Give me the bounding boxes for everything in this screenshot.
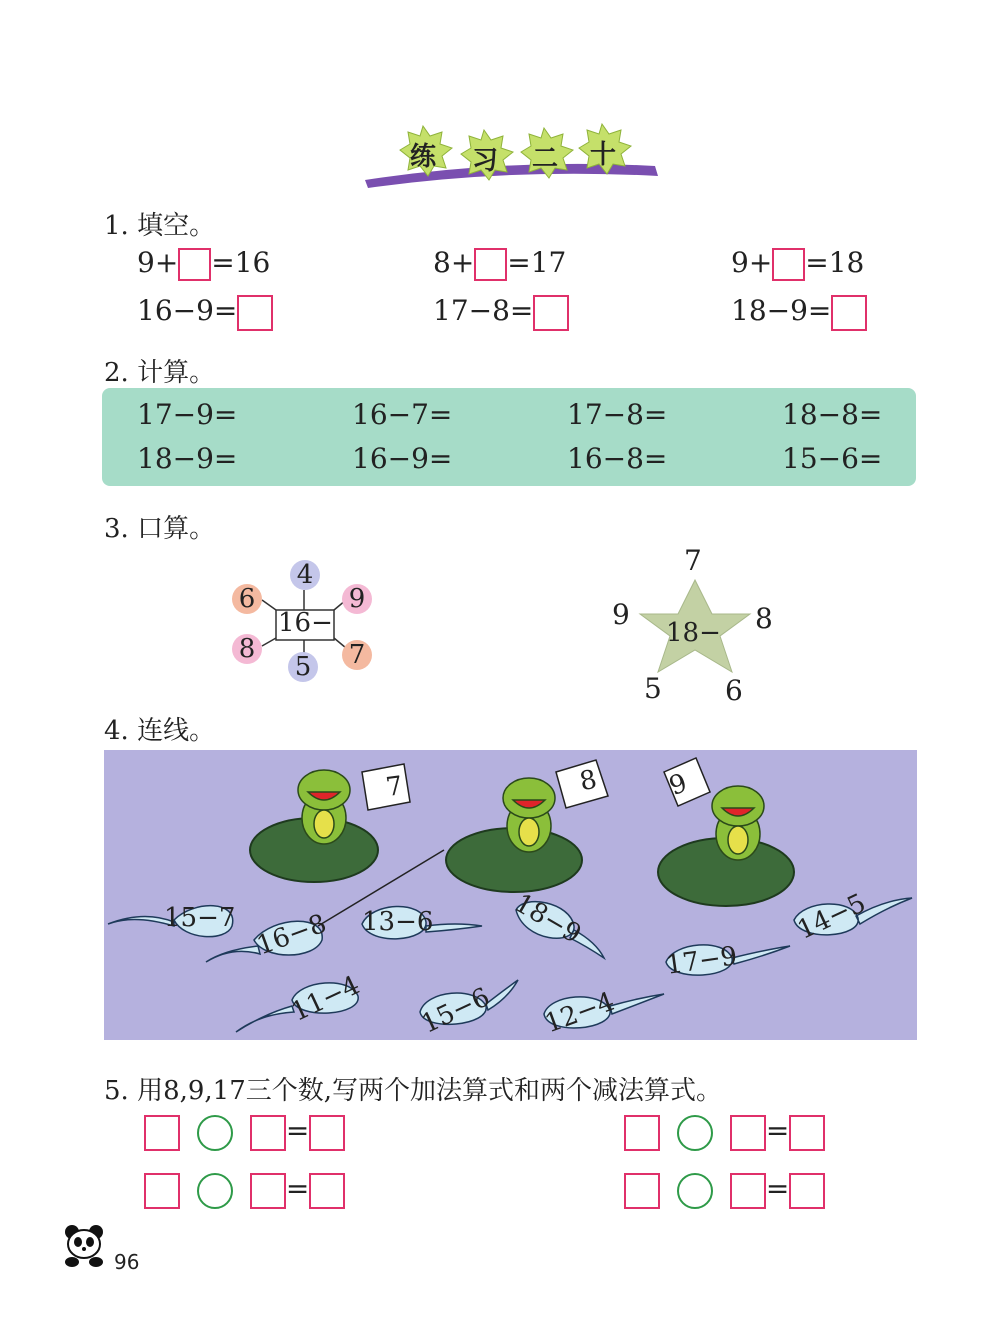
title-char-2: 习 xyxy=(472,146,499,176)
q1-eq-5-text: 17−8= xyxy=(433,294,534,327)
tadpole-1[interactable]: 15−7 xyxy=(164,903,236,933)
flower-bottom-left: 8 xyxy=(232,634,262,664)
calc-item: 17−9= xyxy=(137,398,238,431)
flower-diagram xyxy=(228,558,378,688)
tadpole-4[interactable]: 18−9 xyxy=(509,888,587,950)
frog-card-3: 9 xyxy=(665,768,692,802)
page-number: 96 xyxy=(114,1250,140,1274)
tadpole-6[interactable]: 17−9 xyxy=(664,941,740,981)
operator-circle[interactable] xyxy=(677,1173,713,1209)
q1-eq-4 xyxy=(137,294,273,331)
q1-eq-3 xyxy=(731,246,864,281)
answer-box[interactable] xyxy=(237,295,273,331)
flower-top-left: 6 xyxy=(232,584,262,614)
answer-box[interactable] xyxy=(178,248,211,281)
answer-box[interactable] xyxy=(772,248,805,281)
star-diagram xyxy=(600,540,790,710)
q5-eq-4 xyxy=(624,1172,825,1209)
calc-item: 18−9= xyxy=(137,442,238,475)
star-bottom-right: 6 xyxy=(725,674,743,707)
calc-item: 17−8= xyxy=(567,398,668,431)
answer-box[interactable] xyxy=(309,1115,345,1151)
answer-box[interactable] xyxy=(624,1173,660,1209)
q1-label: 1. 填空。 xyxy=(104,211,216,241)
q1-eq-3-left: 9+ xyxy=(731,246,773,279)
tadpole-5[interactable]: 14−5 xyxy=(793,888,871,946)
q1-eq-1-right: =16 xyxy=(211,246,271,279)
answer-box[interactable] xyxy=(309,1173,345,1209)
q1-eq-5 xyxy=(433,294,569,331)
q1-eq-1-left: 9+ xyxy=(137,246,179,279)
calc-item: 16−9= xyxy=(352,442,453,475)
q1-eq-2 xyxy=(433,246,566,281)
calc-item: 16−7= xyxy=(352,398,453,431)
answer-box[interactable] xyxy=(730,1173,766,1209)
flower-bottom-right: 7 xyxy=(342,640,372,670)
answer-box[interactable] xyxy=(250,1173,286,1209)
operator-circle[interactable] xyxy=(197,1173,233,1209)
star-center: 18− xyxy=(666,618,721,648)
calc-item: 15−6= xyxy=(782,442,883,475)
star-bottom-left: 5 xyxy=(644,672,662,705)
q2-label: 2. 计算。 xyxy=(104,358,216,388)
tadpole-3[interactable]: 13−6 xyxy=(362,907,434,937)
q3-label: 3. 口算。 xyxy=(104,514,216,544)
answer-box[interactable] xyxy=(624,1115,660,1151)
frog-card-1: 7 xyxy=(383,770,405,804)
answer-box[interactable] xyxy=(144,1173,180,1209)
calc-item: 18−8= xyxy=(782,398,883,431)
q5-label: 5. 用8,9,17三个数,写两个加法算式和两个减法算式。 xyxy=(104,1076,723,1106)
q1-eq-6-text: 18−9= xyxy=(731,294,832,327)
answer-box[interactable] xyxy=(250,1115,286,1151)
section-title xyxy=(360,118,660,198)
q1-eq-6 xyxy=(731,294,867,331)
q1-eq-3-right: =18 xyxy=(805,246,865,279)
answer-box[interactable] xyxy=(533,295,569,331)
operator-circle[interactable] xyxy=(197,1115,233,1151)
flower-bottom: 5 xyxy=(288,652,318,682)
title-char-4: 十 xyxy=(590,140,617,170)
answer-box[interactable] xyxy=(474,248,507,281)
answer-box[interactable] xyxy=(831,295,867,331)
tadpole-2[interactable]: 16−8 xyxy=(253,908,331,962)
operator-circle[interactable] xyxy=(677,1115,713,1151)
q5-eq-3 xyxy=(144,1172,345,1209)
answer-box[interactable] xyxy=(144,1115,180,1151)
pond-panel xyxy=(104,750,917,1040)
q5-eq-1 xyxy=(144,1114,345,1151)
equals-sign: = xyxy=(765,1172,790,1205)
tadpole-9[interactable]: 12−4 xyxy=(541,986,619,1040)
title-char-1: 练 xyxy=(410,142,437,172)
flower-center: 16− xyxy=(278,608,333,638)
equals-sign: = xyxy=(285,1114,310,1147)
q5-eq-2 xyxy=(624,1114,825,1151)
q1-eq-4-text: 16−9= xyxy=(137,294,238,327)
q1-eq-2-left: 8+ xyxy=(433,246,475,279)
tadpole-8[interactable]: 15−6 xyxy=(417,982,495,1040)
panda-icon xyxy=(62,1222,108,1268)
answer-box[interactable] xyxy=(789,1115,825,1151)
star-right: 8 xyxy=(755,602,773,635)
equals-sign: = xyxy=(765,1114,790,1147)
calc-item: 16−8= xyxy=(567,442,668,475)
q4-label: 4. 连线。 xyxy=(104,716,216,746)
frog-card-2: 8 xyxy=(577,764,600,798)
tadpole-7[interactable]: 11−4 xyxy=(287,970,365,1028)
answer-box[interactable] xyxy=(789,1173,825,1209)
title-char-3: 二 xyxy=(532,144,559,174)
equals-sign: = xyxy=(285,1172,310,1205)
q1-eq-2-right: =17 xyxy=(507,246,567,279)
q1-eq-1 xyxy=(137,246,270,281)
star-left: 9 xyxy=(612,598,630,631)
flower-top: 4 xyxy=(290,560,320,590)
star-top: 7 xyxy=(684,544,702,577)
pond-illustration xyxy=(104,750,917,1040)
answer-box[interactable] xyxy=(730,1115,766,1151)
flower-top-right: 9 xyxy=(342,584,372,614)
